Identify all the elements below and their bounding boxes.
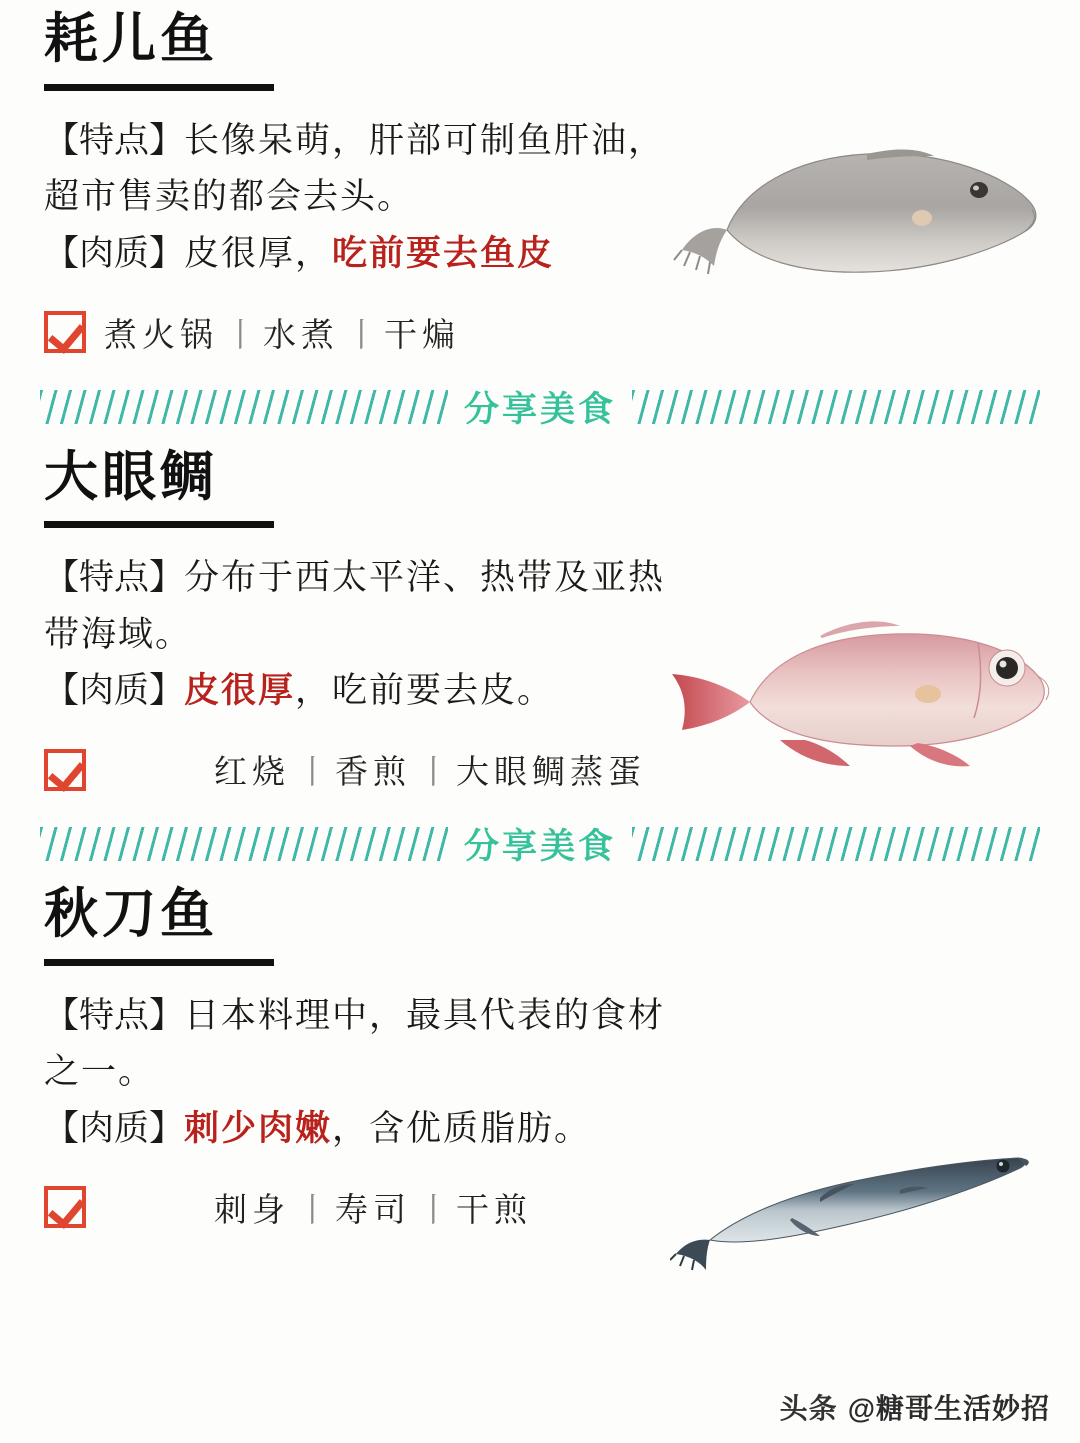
texture-tail-2: ，吃前要去皮。 (295, 671, 555, 711)
texture-highlight-3: 刺少肉嫩 (184, 1109, 333, 1148)
separator-icon: 丨 (224, 315, 257, 353)
cooking-row-1 (44, 309, 1036, 356)
fish-section-1 (0, 0, 1080, 356)
fish-title-2: 大眼鲷 (44, 446, 218, 507)
feature-tag-3: 【特点】 (44, 995, 185, 1035)
fish-texture-1 (44, 226, 694, 283)
cooking-method: 红烧 (214, 753, 290, 791)
fish-texture-2 (44, 663, 694, 720)
cooking-methods-2 (214, 746, 646, 793)
cooking-row-3 (44, 1184, 1036, 1231)
section-divider-1 (0, 382, 1080, 432)
feature-text-3: 日本料理中，最具代表的食材之一。 (44, 995, 666, 1092)
fish-section-2 (0, 438, 1080, 794)
feature-text-1: 长像呆萌，肝部可制鱼肝油，超市售卖的都会去头。 (44, 120, 666, 217)
cooking-method: 寿司 (335, 1190, 411, 1228)
check-icon (44, 749, 86, 791)
check-icon (44, 1186, 86, 1228)
cooking-method: 刺身 (214, 1190, 290, 1228)
cooking-row-2 (44, 746, 1036, 793)
texture-tag-3: 【肉质】 (44, 1109, 185, 1148)
title-underline-3 (44, 959, 274, 966)
feature-tag-1: 【特点】 (44, 120, 185, 160)
cooking-method: 大眼鲷蒸蛋 (456, 753, 646, 791)
divider-label-1: 分享美食 (464, 389, 617, 429)
cooking-method: 煮火锅 (104, 315, 218, 353)
section-divider-2 (0, 819, 1080, 869)
texture-tag-1: 【肉质】 (44, 233, 185, 273)
feature-tag-2: 【特点】 (44, 558, 185, 598)
hatch-lines-left (40, 827, 448, 861)
cooking-methods-3 (214, 1184, 532, 1231)
separator-icon: 丨 (417, 753, 450, 791)
texture-tag-2: 【肉质】 (44, 671, 185, 711)
separator-icon: 丨 (345, 315, 378, 353)
watermark (780, 1387, 1050, 1427)
separator-icon: 丨 (296, 1190, 329, 1228)
cooking-method: 水煮 (263, 315, 339, 353)
texture-highlight-2: 皮很厚 (184, 671, 296, 711)
texture-highlight-1: 吃前要去鱼皮 (332, 233, 555, 273)
separator-icon: 丨 (417, 1190, 450, 1228)
cooking-method: 干煎 (456, 1190, 532, 1228)
feature-text-2: 分布于西太平洋、热带及亚热带海域。 (44, 558, 666, 654)
watermark-platform: 头条 (779, 1393, 838, 1424)
fish-section-3 (0, 875, 1080, 1231)
title-underline-2 (44, 521, 274, 528)
fish-feature-2 (44, 550, 694, 663)
hatch-lines-right (632, 390, 1040, 424)
divider-label-2: 分享美食 (464, 827, 617, 867)
fish-title-3: 秋刀鱼 (44, 884, 218, 945)
check-icon (44, 311, 86, 353)
texture-tail-3: ，含优质脂肪。 (332, 1109, 592, 1148)
texture-plain-1: 皮很厚， (184, 233, 333, 273)
fish-feature-3 (44, 988, 694, 1101)
cooking-method: 香煎 (335, 753, 411, 791)
fish-title-1: 耗儿鱼 (44, 9, 218, 69)
title-underline-1 (44, 84, 274, 91)
cooking-method: 干煸 (384, 315, 460, 353)
fish-texture-3 (44, 1101, 694, 1158)
fish-feature-1 (44, 113, 694, 226)
hatch-lines-left (40, 390, 448, 424)
hatch-lines-right (632, 827, 1040, 861)
watermark-author: @糖哥生活妙招 (847, 1393, 1050, 1424)
separator-icon: 丨 (296, 753, 329, 791)
cooking-methods-1 (104, 309, 460, 356)
